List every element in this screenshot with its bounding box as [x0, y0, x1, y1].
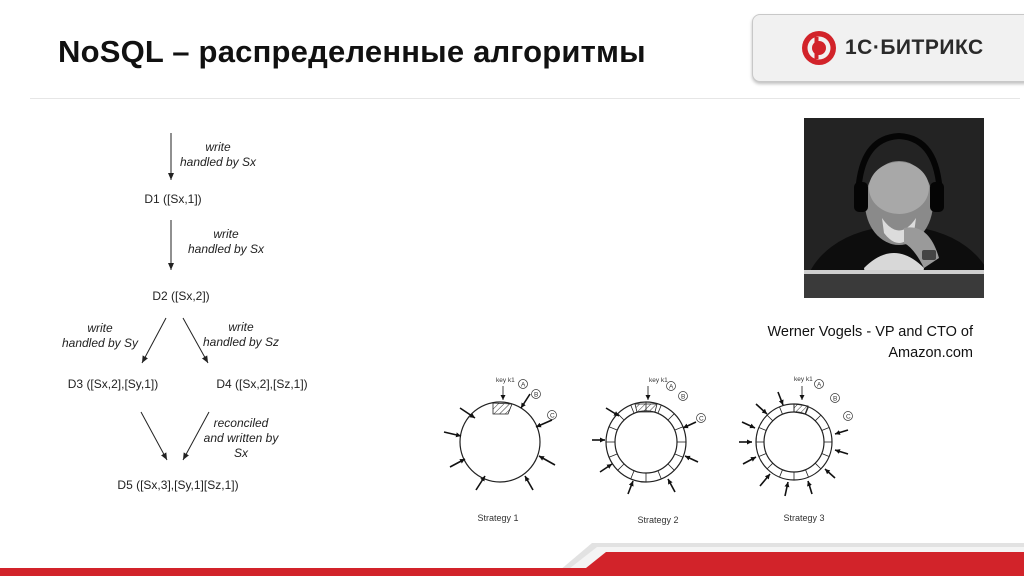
- edge-label-3b: handled by Sy: [61, 336, 139, 350]
- edge-label-3a: write: [87, 321, 113, 335]
- strategy-1-ring: [444, 380, 557, 491]
- strategy-2-key: key k1: [649, 377, 668, 384]
- strategy-2-label: Strategy 2: [637, 515, 679, 525]
- strategy-1-node-a: A: [521, 381, 526, 389]
- strategy-2-ring: [592, 382, 706, 495]
- logo-wordmark: 1С·БИТРИКС: [845, 36, 984, 59]
- strategy-3-key: key k1: [794, 376, 813, 383]
- strategy-3-node-c: C: [846, 413, 851, 421]
- strategy-1-label: Strategy 1: [477, 513, 519, 523]
- strategy-3-label: Strategy 3: [783, 513, 825, 523]
- photo-caption: [700, 322, 973, 364]
- strategy-3-node-b: B: [833, 395, 838, 403]
- strategy-2-node-a: A: [669, 383, 674, 391]
- strategy-1-node-b: B: [534, 391, 539, 399]
- person-with-headphones-photo: [804, 118, 984, 298]
- edge-label-2b: handled by Sx: [187, 242, 265, 256]
- footer-accent-band: [0, 538, 1024, 576]
- edge-label-1a: write: [205, 140, 231, 154]
- logo-panel: [752, 14, 1024, 82]
- node-d3: D3 ([Sx,2],[Sy,1]): [67, 377, 159, 391]
- edge-label-4a: write: [228, 320, 254, 334]
- strategy-2-node-c: C: [699, 415, 704, 423]
- edge-label-5c: Sx: [233, 446, 249, 460]
- arrow-write-3: [142, 318, 166, 363]
- node-d5: D5 ([Sx,3],[Sy,1][Sz,1]): [117, 478, 239, 492]
- strategy-1-key: key k1: [496, 377, 515, 384]
- hash-ring-strategies: [430, 370, 870, 530]
- page-title: NoSQL – распределенные алгоритмы: [58, 34, 646, 69]
- edge-label-4b: handled by Sz: [202, 335, 280, 349]
- edge-label-2a: write: [213, 227, 239, 241]
- edge-label-5a: reconciled: [213, 416, 269, 430]
- arrow-reconcile-left: [141, 412, 167, 460]
- caption-line-1: Werner Vogels - VP and CTO of: [767, 324, 973, 340]
- bitrix-logo-icon: [799, 28, 839, 68]
- caption-line-2: Amazon.com: [888, 345, 973, 361]
- strategy-2-node-b: B: [681, 393, 686, 401]
- node-d2: D2 ([Sx,2]): [152, 289, 210, 303]
- strategy-1-node-c: C: [550, 412, 555, 420]
- node-d1: D1 ([Sx,1]): [144, 192, 202, 206]
- title-divider: [30, 98, 1020, 99]
- edge-label-1b: handled by Sx: [179, 155, 257, 169]
- node-d4: D4 ([Sx,2],[Sz,1]): [216, 377, 308, 391]
- strategy-3-node-a: A: [817, 381, 822, 389]
- vector-clock-diagram: [0, 100, 320, 510]
- edge-label-5b: and written by: [203, 431, 279, 445]
